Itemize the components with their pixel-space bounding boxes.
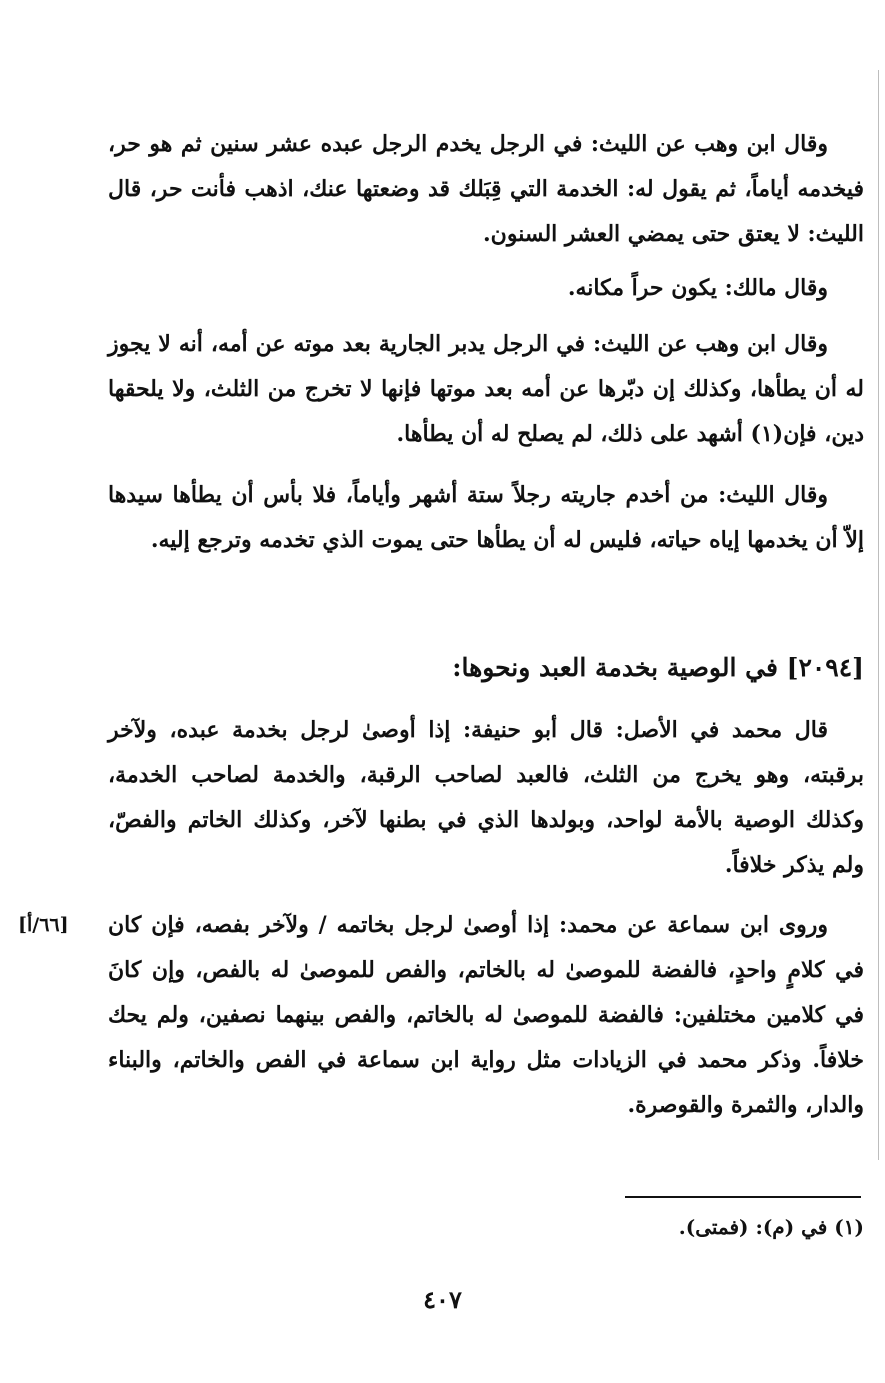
paragraph-2 [108, 266, 864, 311]
paragraph-text: وروى ابن سماعة عن محمد: إذا أوصىٰ لرجل بخاتمه / ولآخر بفصه، فإن كان في كلامٍ واحدٍ، فالفضة للموصىٰ له بالخاتم، والفص للموصىٰ له بالفص، وإن كانَ في كلامين مختلفين: فالفضة للموصىٰ له بالخاتم، والفص بينهما نصفين، ولم يحك خلافاً. وذكر محمد في الزيادات مثل رواية ابن سماعة في الفص والخاتم، والبناء والدار، والثمرة والقوصرة. [108, 912, 864, 1118]
paragraph-1 [108, 122, 864, 257]
footnote-separator [625, 1196, 861, 1198]
section-heading: [٢٠٩٤] في الوصية بخدمة العبد ونحوها: [452, 653, 864, 682]
page-edge-line [878, 70, 879, 1160]
paragraph-3 [108, 322, 864, 457]
paragraph-5 [108, 708, 864, 888]
paragraph-6 [108, 903, 864, 1128]
paragraph-text: قال محمد في الأصل: قال أبو حنيفة: إذا أوصىٰ لرجل بخدمة عبده، ولآخر برقبته، وهو يخرج من الثلث، فالعبد لصاحب الرقبة، والخدمة لصاحب الخدمة، وكذلك الوصية بالأمة لواحد، وبولدها الذي في بطنها لآخر، وكذلك الخاتم والفصّ، ولم يذكر خلافاً. [108, 717, 864, 878]
paragraph-4 [108, 473, 864, 563]
footnote-1: (١) في (م): (فمتى). [678, 1215, 864, 1239]
paragraph-text: وقال الليث: من أخدم جاريته رجلاً ستة أشهر وأياماً، فلا بأس أن يطأها سيدها إلاّ أن يخدمها إياه حياته، فليس له أن يطأها حتى يموت الذي تخدمه وترجع إليه. [108, 482, 864, 553]
paragraph-text: وقال مالك: يكون حراً مكانه. [567, 275, 828, 301]
paragraph-text: وقال ابن وهب عن الليث: في الرجل يدبر الجارية بعد موته عن أمه، أنه لا يجوز له أن يطأها، وكذلك إن دبّرها عن أمه بعد موتها فإنها لا تخرج من الثلث، ولا يلحقها دين، فإن(١) أشهد على ذلك، لم يصلح له أن يطأها. [108, 331, 864, 447]
margin-folio-note: [٦٦/أ] [18, 914, 69, 936]
page-number: ٤٠٧ [423, 1285, 462, 1314]
paragraph-text: وقال ابن وهب عن الليث: في الرجل يخدم الرجل عبده عشر سنين ثم هو حر، فيخدمه أياماً، ثم يقول له: الخدمة التي قِبَلك قد وضعتها عنك، اذهب فأنت حر، قال الليث: لا يعتق حتى يمضي العشر السنون. [108, 131, 864, 247]
